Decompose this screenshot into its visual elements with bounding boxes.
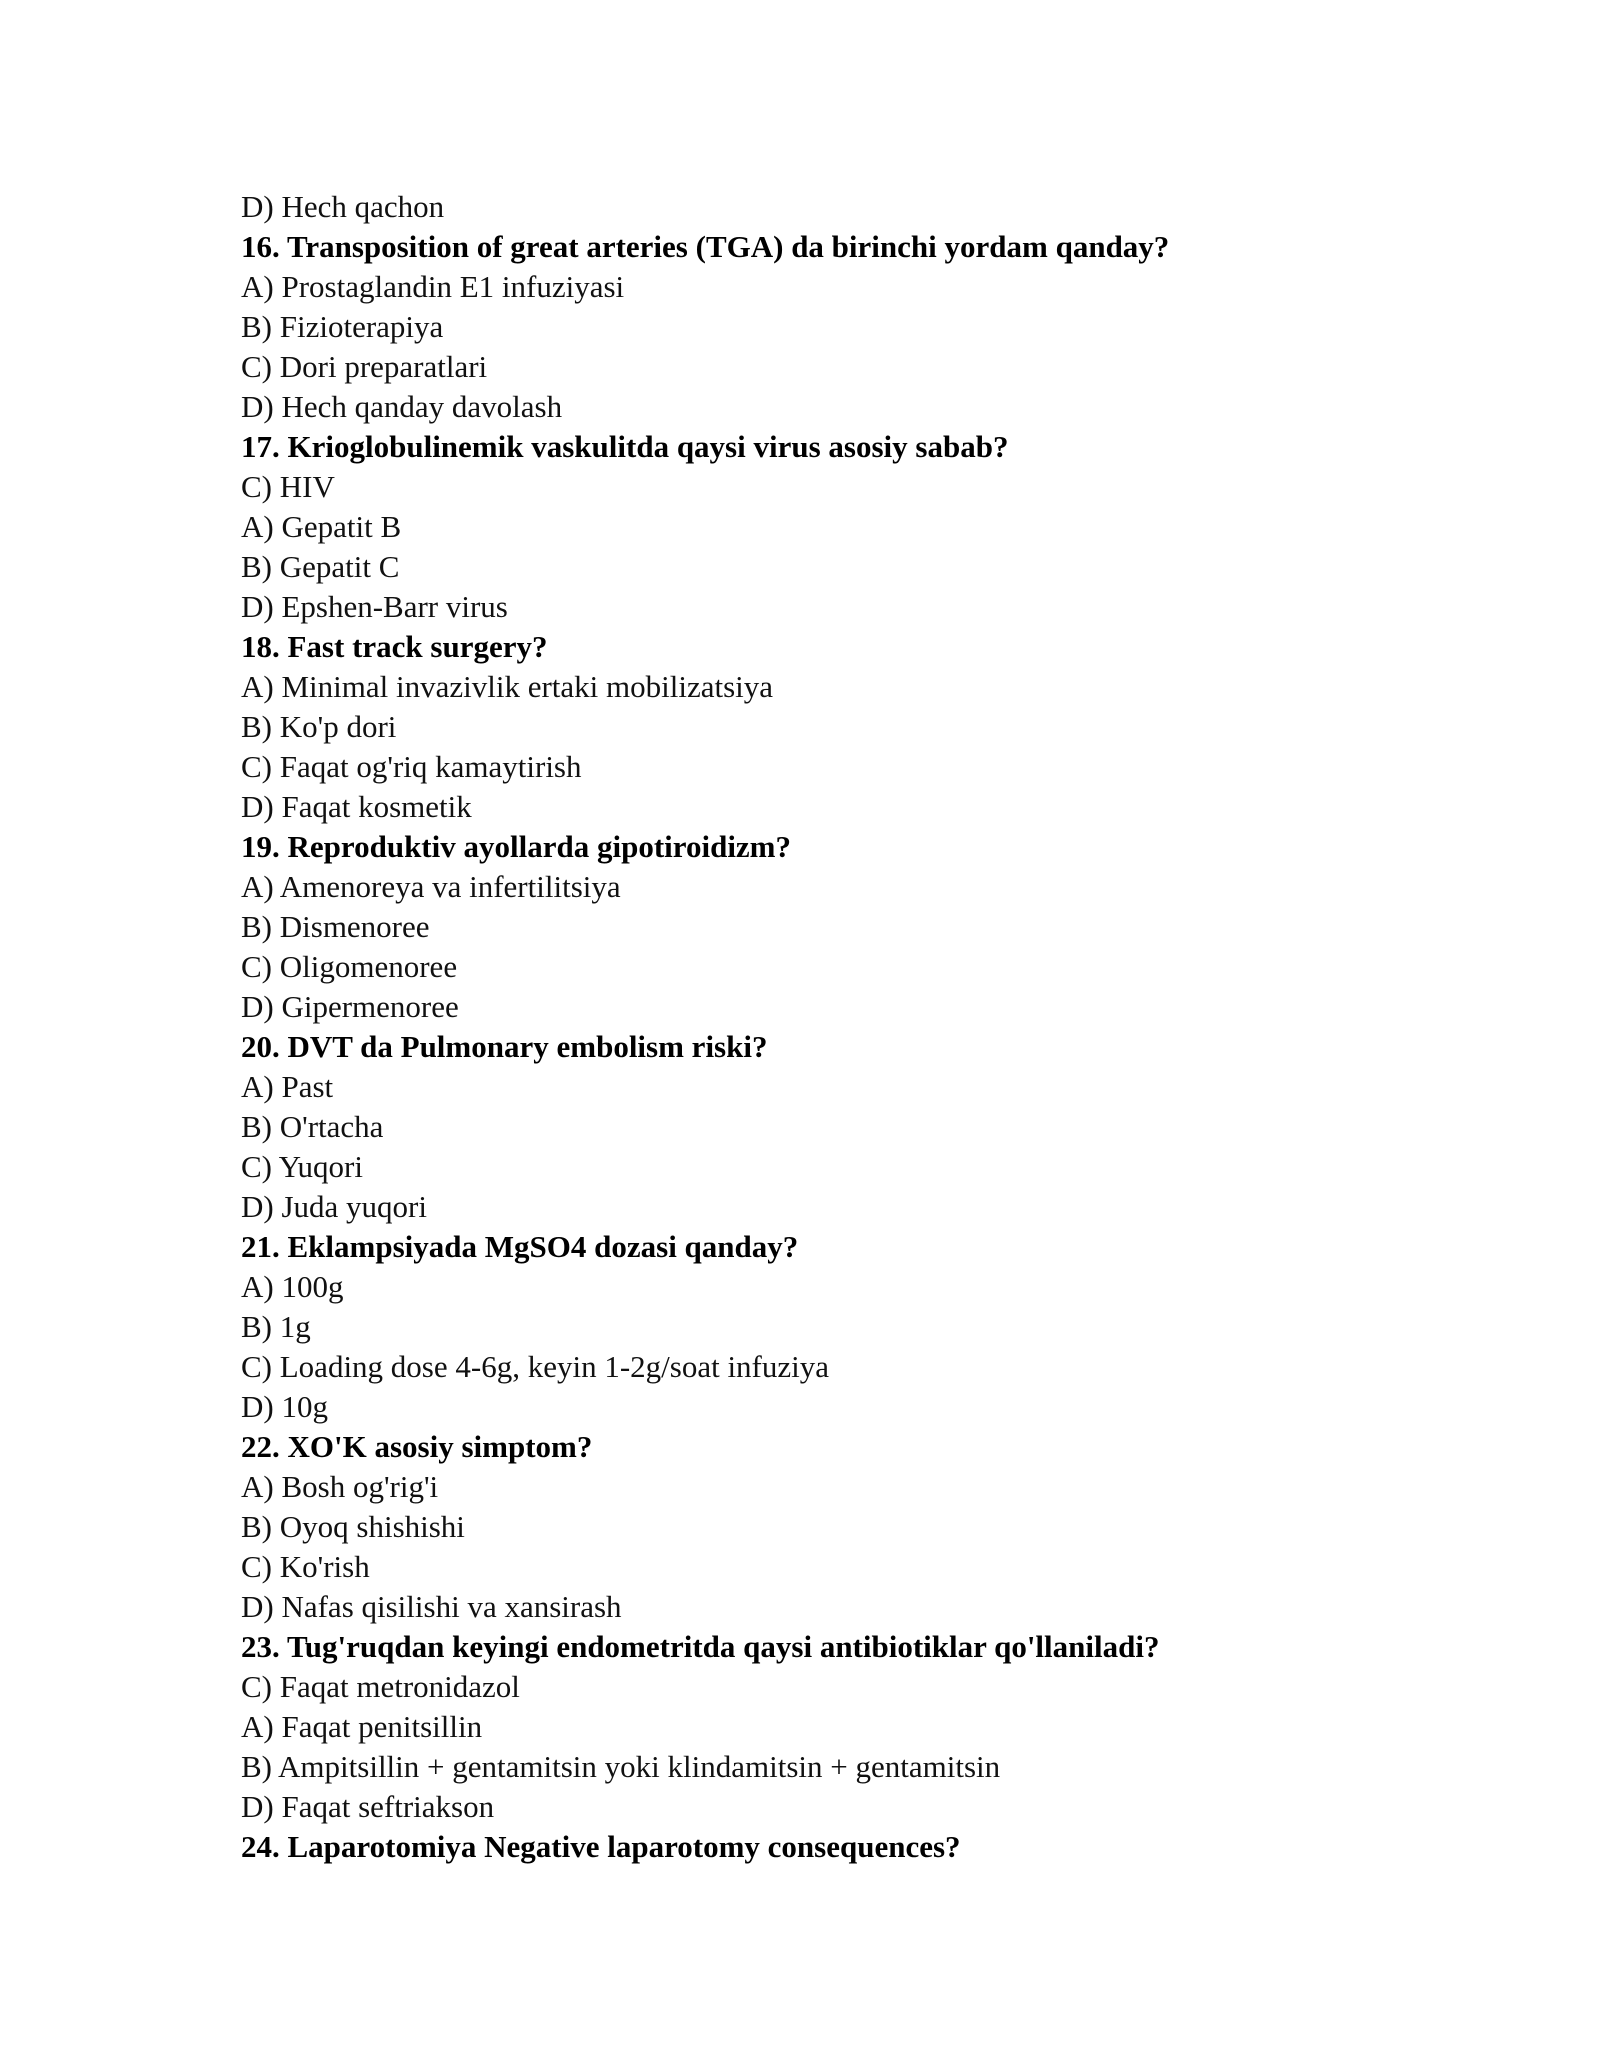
answer-option: D) Juda yuqori — [241, 1189, 427, 1224]
answer-option: A) Past — [241, 1069, 334, 1104]
answer-option: A) Gepatit B — [241, 509, 402, 544]
answer-option: C) HIV — [241, 469, 335, 504]
answer-option: B) Ampitsillin + gentamitsin yoki klindamitsin + gentamitsin — [241, 1749, 1001, 1784]
answer-option: D) Hech qachon — [241, 189, 445, 224]
answer-option: A) Amenoreya va infertilitsiya — [241, 869, 621, 904]
answer-option: A) Bosh og'rig'i — [241, 1469, 439, 1504]
answer-option: D) Epshen-Barr virus — [241, 589, 508, 624]
answer-option: B) O'rtacha — [241, 1109, 384, 1144]
question-text: 21. Eklampsiyada MgSO4 dozasi qanday? — [241, 1229, 799, 1264]
answer-option: A) 100g — [241, 1269, 344, 1304]
answer-option: A) Faqat penitsillin — [241, 1709, 483, 1744]
question-text: 16. Transposition of great arteries (TGA) da birinchi yordam qanday? — [241, 229, 1170, 264]
answer-option: C) Dori preparatlari — [241, 349, 488, 384]
answer-option: A) Prostaglandin E1 infuziyasi — [241, 269, 625, 304]
answer-option: B) Dismenoree — [241, 909, 430, 944]
answer-option: C) Yuqori — [241, 1149, 363, 1184]
answer-option: B) Fizioterapiya — [241, 309, 444, 344]
question-text: 17. Krioglobulinemik vaskulitda qaysi virus asosiy sabab? — [241, 429, 1009, 464]
document-body — [241, 187, 1441, 1867]
answer-option: D) Faqat seftriakson — [241, 1789, 495, 1824]
answer-option: A) Minimal invazivlik ertaki mobilizatsiya — [241, 669, 774, 704]
question-text: 18. Fast track surgery? — [241, 629, 548, 664]
answer-option: D) Faqat kosmetik — [241, 789, 472, 824]
answer-option: B) Ko'p dori — [241, 709, 397, 744]
question-text: 20. DVT da Pulmonary embolism riski? — [241, 1029, 768, 1064]
answer-option: D) Gipermenoree — [241, 989, 459, 1024]
answer-option: C) Faqat metronidazol — [241, 1669, 520, 1704]
question-text: 19. Reproduktiv ayollarda gipotiroidizm? — [241, 829, 792, 864]
question-text: 22. XO'K asosiy simptom? — [241, 1429, 593, 1464]
answer-option: C) Ko'rish — [241, 1549, 370, 1584]
answer-option: B) 1g — [241, 1309, 311, 1344]
answer-option: D) Nafas qisilishi va xansirash — [241, 1589, 622, 1624]
answer-option: C) Oligomenoree — [241, 949, 458, 984]
answer-option: D) Hech qanday davolash — [241, 389, 563, 424]
answer-option: C) Loading dose 4-6g, keyin 1-2g/soat infuziya — [241, 1349, 830, 1384]
answer-option: D) 10g — [241, 1389, 328, 1424]
answer-option: C) Faqat og'riq kamaytirish — [241, 749, 582, 784]
question-text: 24. Laparotomiya Negative laparotomy consequences? — [241, 1829, 961, 1864]
question-text: 23. Tug'ruqdan keyingi endometritda qaysi antibiotiklar qo'llaniladi? — [241, 1629, 1160, 1664]
answer-option: B) Gepatit C — [241, 549, 400, 584]
answer-option: B) Oyoq shishishi — [241, 1509, 465, 1544]
